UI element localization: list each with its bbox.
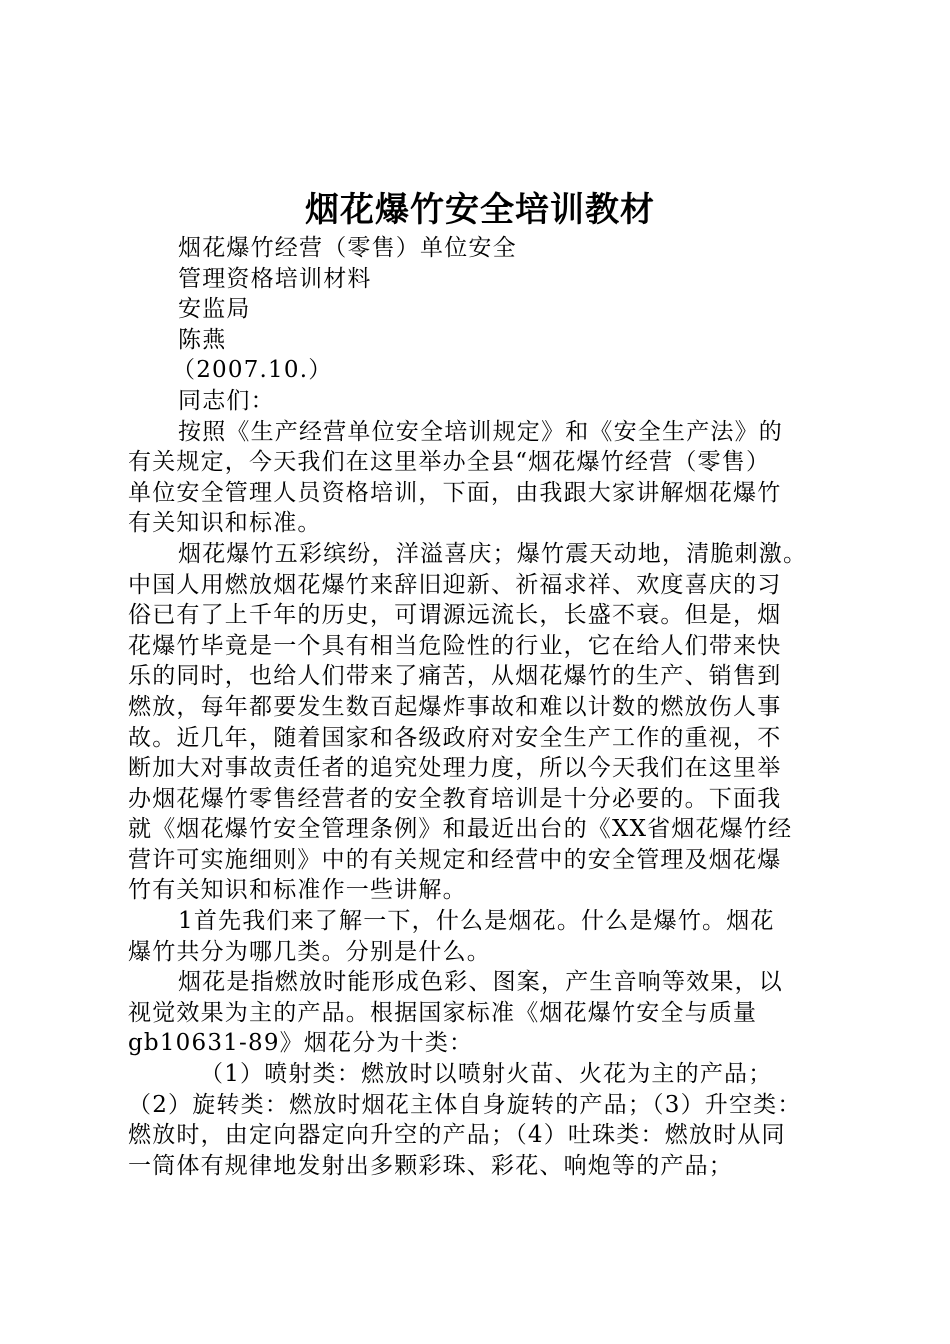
paragraph-2-line: 竹有关知识和标准作一些讲解。 [128,877,467,904]
paragraph-5-line: （1）喷射类：燃放时以喷射火苗、火花为主的产品； [200,1061,773,1088]
paragraph-2-line: 烟花爆竹五彩缤纷，洋溢喜庆；爆竹震天动地，清脆刺激。 [178,540,808,567]
paragraph-4-line: gb10631-89》烟花分为十类： [128,1030,474,1057]
paragraph-1-line: 按照《生产经营单位安全培训规定》和《安全生产法》的 [178,418,783,445]
document-body [128,233,838,1181]
paragraph-2-line: 乐的同时，也给人们带来了痛苦，从烟花爆竹的生产、销售到 [128,663,782,690]
paragraph-2-line: 办烟花爆竹零售经营者的安全教育培训是十分必要的。下面我 [128,785,782,812]
paragraph-3-line: 爆竹共分为哪几类。分别是什么。 [128,938,491,965]
paragraph-3-line: 1首先我们来了解一下，什么是烟花。什么是爆竹。烟花 [178,908,775,935]
paragraph-5-line: 一筒体有规律地发射出多颗彩珠、彩花、响炮等的产品； [128,1152,733,1179]
header-line-unit: 烟花爆竹经营（零售）单位安全 [178,235,517,261]
paragraph-2-line: 营许可实施细则》中的有关规定和经营中的安全管理及烟花爆 [128,846,782,873]
header-line-bureau: 安监局 [178,296,251,323]
header-line-author: 陈燕 [178,326,227,353]
paragraph-2-line: 中国人用燃放烟花爆竹来辞旧迎新、祈福求祥、欢度喜庆的习 [128,571,782,598]
header-line-date: （2007.10.） [172,357,333,384]
paragraph-5-line: （2）旋转类：燃放时烟花主体自身旋转的产品；（3）升空类： [128,1091,802,1118]
paragraph-1-line: 有关知识和标准。 [128,510,322,537]
paragraph-2-line: 故。近几年，随着国家和各级政府对安全生产工作的重视，不 [128,724,782,751]
paragraph-1-line: 有关规定，今天我们在这里举办全县“烟花爆竹经营（零售） [128,449,771,476]
header-line-greeting: 同志们： [178,387,275,414]
paragraph-5-line: 燃放时，由定向器定向升空的产品；（4）吐珠类：燃放时从同 [128,1122,786,1149]
paragraph-4-line: 视觉效果为主的产品。根据国家标准《烟花爆竹安全与质量 [128,999,758,1026]
paragraph-4-line: 烟花是指燃放时能形成色彩、图案，产生音响等效果，以 [178,969,783,996]
paragraph-1-line: 单位安全管理人员资格培训，下面，由我跟大家讲解烟花爆竹 [128,479,782,506]
paragraph-2-line: 俗已有了上千年的历史，可谓源远流长，长盛不衰。但是，烟 [128,602,782,629]
paragraph-2-line: 燃放，每年都要发生数百起爆炸事故和难以计数的燃放伤人事 [128,693,782,720]
paragraph-2-line: 断加大对事故责任者的追究处理力度，所以今天我们在这里举 [128,755,782,782]
paragraph-2-line: 花爆竹毕竟是一个具有相当危险性的行业，它在给人们带来快 [128,632,782,659]
paragraph-2-line: 就《烟花爆竹安全管理条例》和最近出台的《XX省烟花爆竹经 [128,816,793,843]
document-title: 烟花爆竹安全培训教材 [305,190,655,230]
header-line-material: 管理资格培训材料 [178,265,372,292]
